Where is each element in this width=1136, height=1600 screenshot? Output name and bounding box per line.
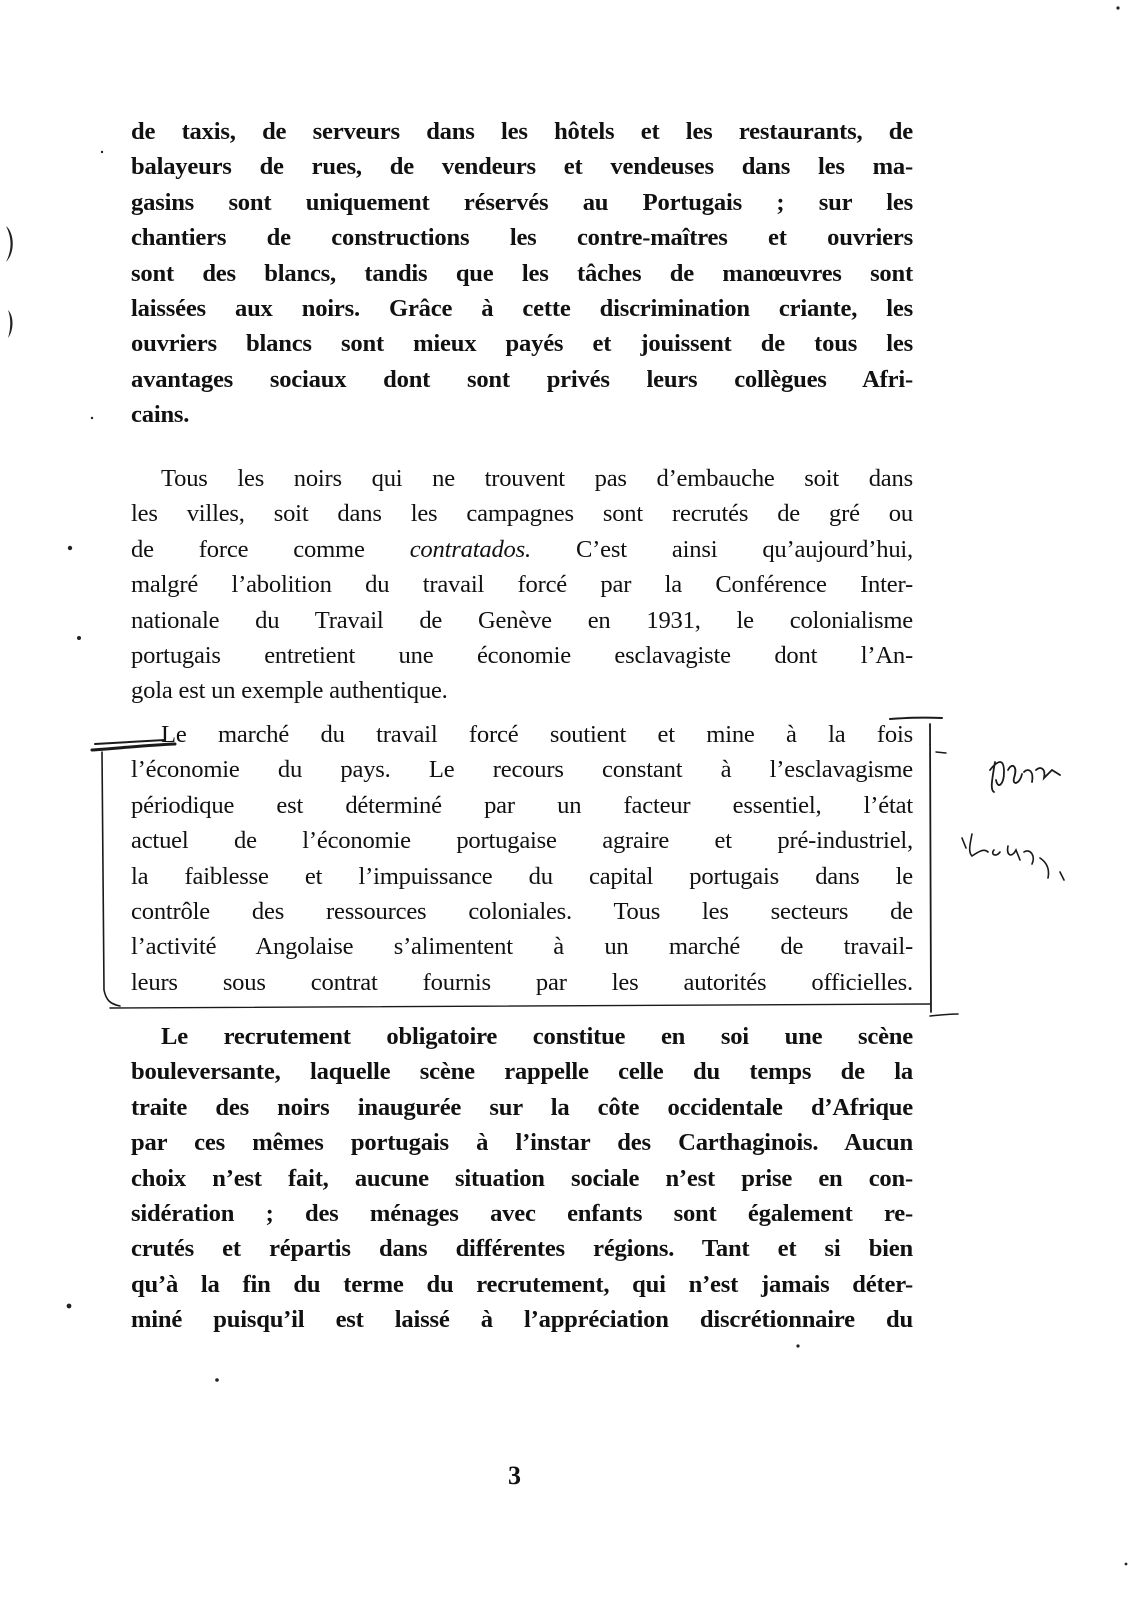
text-line: sidération ; des ménages avec enfants sont également re-	[131, 1200, 913, 1228]
text-line: de taxis, de serveurs dans les hôtels et les restaurants, de	[131, 118, 913, 145]
text-line: par ces mêmes portugais à l’instar des Carthaginois. Aucun	[131, 1129, 913, 1157]
page-number: 3	[508, 1461, 521, 1490]
text-line: crutés et répartis dans différentes régions. Tant et si bien	[131, 1235, 913, 1263]
box-right-tick	[936, 752, 946, 753]
speck	[77, 636, 81, 640]
text-line: bouleversante, laquelle scène rappelle celle du temps de la	[131, 1058, 913, 1086]
text-line: périodique est déterminé par un facteur essentiel, l’état	[131, 791, 913, 819]
text-line-with-italic: de force comme contratados. C’est ainsi qu’aujourd’hui,	[131, 535, 913, 563]
text-line: nationale du Travail de Genève en 1931, le colonialisme	[131, 606, 913, 634]
box-bottom-right	[930, 1014, 958, 1016]
text-line: miné puisqu’il est laissé à l’appréciation discrétionnaire du	[131, 1306, 913, 1334]
text-line: gasins sont uniquement réservés au Portugais ; sur les	[131, 188, 913, 216]
text-line: qu’à la fin du terme du recrutement, qui n’est jamais déter-	[131, 1270, 913, 1298]
text-line: cains.	[131, 401, 190, 429]
box-left-line	[102, 752, 120, 1006]
text-line: portugais entretient une économie esclavagiste dont l’An-	[131, 642, 913, 670]
box-bottom-line	[110, 1004, 930, 1008]
text-line: ouvriers blancs sont mieux payés et jouissent de tous les	[131, 330, 913, 358]
text-line: malgré l’abolition du travail forcé par la Conférence Inter-	[131, 571, 913, 599]
left-edge-mark	[6, 226, 13, 262]
text-line: choix n’est fait, aucune situation sociale n’est prise en con-	[131, 1164, 913, 1192]
text-line: Le marché du travail forcé soutient et mine à la fois	[161, 721, 913, 748]
speck	[1125, 1563, 1128, 1566]
text-line: l’activité Angolaise s’alimentent à un marché de travail-	[131, 933, 913, 961]
speck	[215, 1378, 219, 1382]
text-line: traite des noirs inaugurée sur la côte occidentale d’Afrique	[131, 1093, 913, 1121]
left-edge-mark	[8, 310, 13, 338]
text-line: les villes, soit dans les campagnes sont recrutés de gré ou	[131, 500, 913, 528]
speck	[68, 546, 72, 550]
text-line: chantiers de constructions les contre-maîtres et ouvriers	[131, 224, 913, 252]
speck	[91, 417, 93, 419]
text-line: leurs sous contrat fournis par les autorités officielles.	[131, 968, 913, 996]
text-line: laissées aux noirs. Grâce à cette discrimination criante, les	[131, 295, 913, 323]
italic-term: contratados.	[409, 535, 531, 563]
text-line: gola est un exemple authentique.	[131, 677, 448, 705]
speck	[796, 1344, 799, 1347]
box-top-stroke	[92, 744, 175, 750]
speck	[1116, 6, 1119, 9]
box-top-accent	[95, 740, 165, 744]
text-line: balayeurs de rues, de vendeurs et vendeuses dans les ma-	[131, 153, 913, 181]
speck	[67, 1304, 72, 1309]
speck	[101, 151, 103, 153]
box-right-line	[930, 724, 931, 1012]
text-line: l’économie du pays. Le recours constant à l’esclavagisme	[131, 756, 913, 784]
margin-note-scribble-1	[990, 762, 1060, 792]
text-line: sont des blancs, tandis que les tâches de manœuvres sont	[131, 259, 913, 287]
text-line: Tous les noirs qui ne trouvent pas d’embauche soit dans	[161, 465, 913, 492]
text-line: contrôle des ressources coloniales. Tous les secteurs de	[131, 898, 913, 926]
text-line: la faiblesse et l’impuissance du capital portugais dans le	[131, 862, 913, 890]
box-top-right	[890, 718, 942, 719]
text-line: avantages sociaux dont sont privés leurs collègues Afri-	[131, 365, 913, 393]
text-line: actuel de l’économie portugaise agraire et pré-industriel,	[131, 827, 913, 855]
text-line: Le recrutement obligatoire constitue en soi une scène	[161, 1023, 913, 1050]
margin-note-scribble-2	[962, 834, 1064, 880]
